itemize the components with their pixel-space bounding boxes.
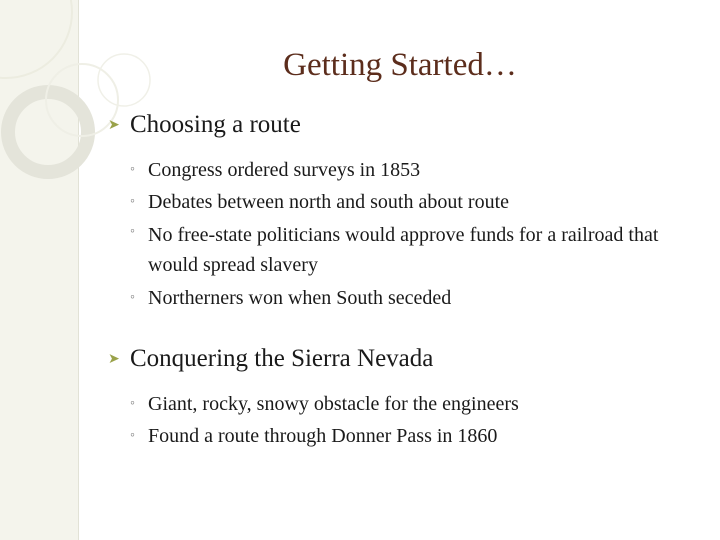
section-heading — [108, 108, 668, 146]
list-item-text: Found a route through Donner Pass in 1860 — [148, 425, 498, 447]
circle-bullet-icon: ◦ — [130, 290, 135, 305]
list-item-text: Northerners won when South seceded — [148, 287, 452, 309]
section-heading-text: Conquering the Sierra Nevada — [130, 345, 434, 372]
arrow-bullet-icon: ➤ — [108, 118, 120, 133]
section-choosing-route — [108, 108, 668, 314]
list-item — [108, 282, 668, 314]
list-item — [108, 388, 668, 420]
sub-bullet-list — [108, 154, 668, 314]
section-heading-text: Choosing a route — [130, 111, 301, 138]
circle-bullet-icon: ◦ — [130, 194, 135, 209]
list-item-text: Debates between north and south about route — [148, 191, 510, 213]
circle-bullet-icon: ◦ — [130, 396, 135, 411]
list-item-text: Giant, rocky, snowy obstacle for the engineers — [148, 393, 519, 415]
circle-bullet-icon: ◦ — [130, 162, 135, 177]
list-item-text: Congress ordered surveys in 1853 — [148, 159, 421, 181]
section-heading — [108, 342, 668, 380]
circle-bullet-icon: ◦ — [130, 224, 135, 239]
list-item — [108, 154, 668, 186]
slide-title: Getting Started… — [283, 47, 517, 83]
circle-bullet-icon: ◦ — [130, 428, 135, 443]
list-item-text: No free-state politicians would approve funds for a railroad that would spread slavery — [148, 224, 659, 276]
arrow-bullet-icon: ➤ — [108, 352, 120, 367]
slide-content — [108, 108, 668, 452]
list-item — [108, 218, 668, 282]
section-sierra-nevada — [108, 342, 668, 452]
list-item — [108, 420, 668, 452]
sub-bullet-list — [108, 388, 668, 452]
list-item — [108, 186, 668, 218]
